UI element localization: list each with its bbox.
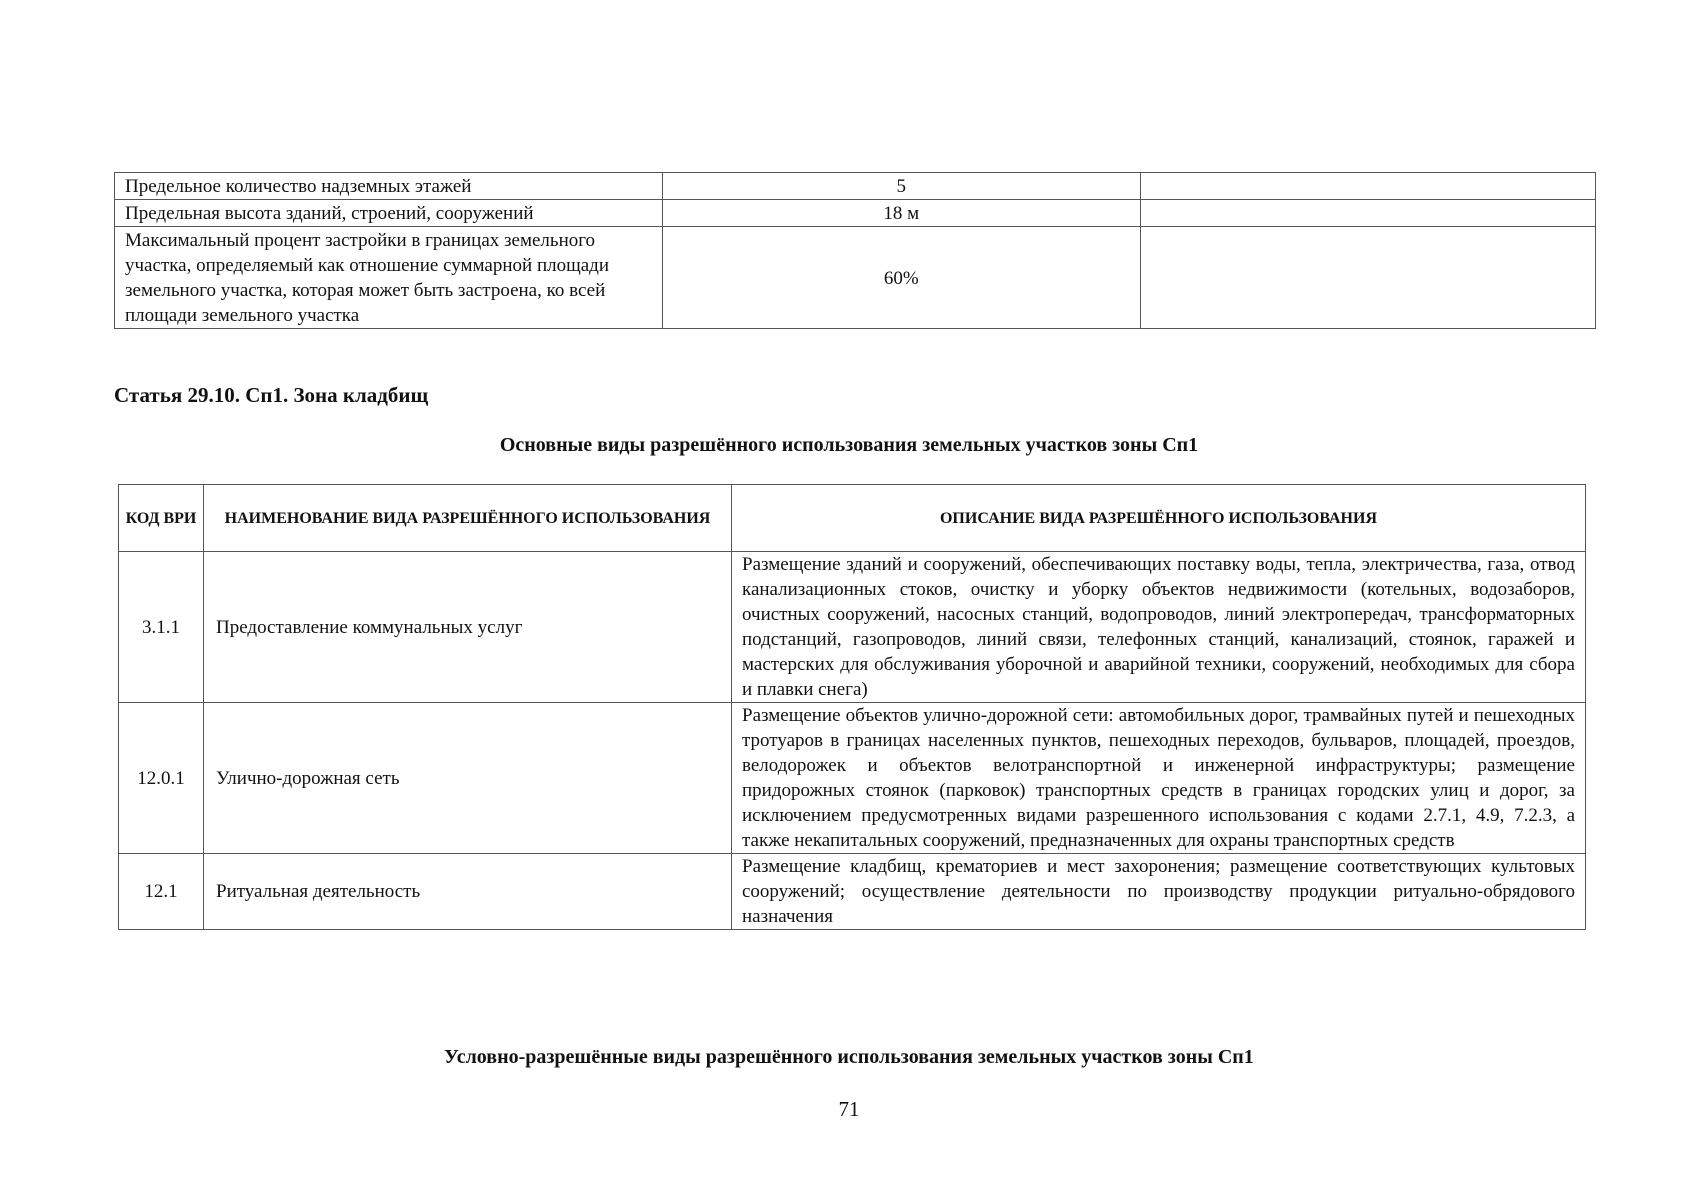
name-cell: Улично-дорожная сеть [204, 703, 732, 854]
extra-cell [1140, 173, 1595, 200]
table-row [119, 703, 1586, 854]
header-code: КОД ВРИ [119, 485, 204, 552]
parameter-cell: Максимальный процент застройки в границах земельного участка, определяемый как отношение суммарной площади земельного участка, которая может быть застроена, ко всей площади земельного участка [115, 227, 663, 329]
zoning-parameters-table [114, 172, 1596, 329]
table-row [119, 552, 1586, 703]
code-cell: 3.1.1 [119, 552, 204, 703]
parameter-cell: Предельная высота зданий, строений, сооружений [115, 200, 663, 227]
description-cell: Размещение объектов улично-дорожной сети: автомобильных дорог, трамвайных путей и пешеходных тротуаров в границах населенных пунктов, пешеходных переходов, бульваров, площадей, проездов, велодорожек и объектов велотранспортной и инженерной инфраструктуры; размещение придорожных стоянок (парковок) транспортных средств в границах городских улиц и дорог, за исключением предусмотренных видами разрешенного использования с кодами 2.7.1, 4.9, 7.2.3, а также некапитальных сооружений, предназначенных для охраны транспортных средств [732, 703, 1586, 854]
header-description: ОПИСАНИЕ ВИДА РАЗРЕШЁННОГО ИСПОЛЬЗОВАНИЯ [732, 485, 1586, 552]
main-uses-subtitle: Основные виды разрешённого использования земельных участков зоны Сп1 [499, 434, 1199, 456]
table-row [115, 200, 1596, 227]
header-name: НАИМЕНОВАНИЕ ВИДА РАЗРЕШЁННОГО ИСПОЛЬЗОВАНИЯ [204, 485, 732, 552]
table-header-row [119, 485, 1586, 552]
conditional-uses-subtitle: Условно-разрешённые виды разрешённого использования земельных участков зоны Сп1 [444, 1046, 1254, 1068]
section-title: Статья 29.10. Сп1. Зона кладбищ [114, 383, 429, 407]
table-row [115, 173, 1596, 200]
code-cell: 12.0.1 [119, 703, 204, 854]
name-cell: Ритуальная деятельность [204, 854, 732, 930]
table-row [119, 854, 1586, 930]
page-number: 71 [838, 1097, 860, 1121]
table-row [115, 227, 1596, 329]
main-uses-table [118, 484, 1586, 930]
description-cell: Размещение кладбищ, крематориев и мест захоронения; размещение соответствующих культовых сооружений; осуществление деятельности по производству продукции ритуально-обрядового назначения [732, 854, 1586, 930]
value-cell: 5 [662, 173, 1140, 200]
extra-cell [1140, 200, 1595, 227]
name-cell: Предоставление коммунальных услуг [204, 552, 732, 703]
value-cell: 60% [662, 227, 1140, 329]
extra-cell [1140, 227, 1595, 329]
code-cell: 12.1 [119, 854, 204, 930]
parameter-cell: Предельное количество надземных этажей [115, 173, 663, 200]
description-cell: Размещение зданий и сооружений, обеспечивающих поставку воды, тепла, электричества, газа, отвод канализационных стоков, очистку и уборку объектов недвижимости (котельных, водозаборов, очистных сооружений, насосных станций, водопроводов, линий электропередач, трансформаторных подстанций, газопроводов, линий связи, телефонных станций, канализаций, стоянок, гаражей и мастерских для обслуживания уборочной и аварийной техники, сооружений, необходимых для сбора и плавки снега) [732, 552, 1586, 703]
value-cell: 18 м [662, 200, 1140, 227]
